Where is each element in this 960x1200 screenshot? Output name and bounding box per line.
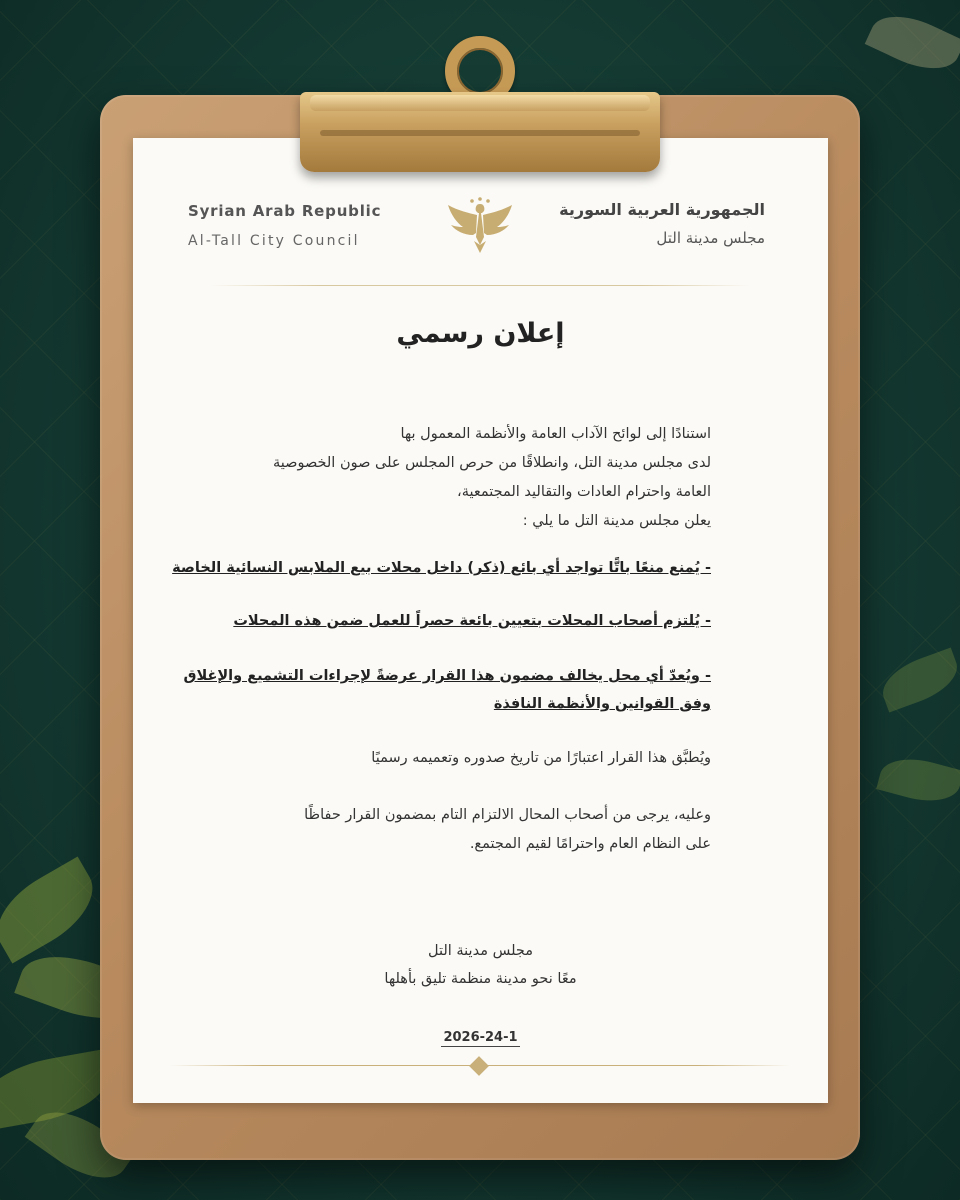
date-value: 2026-24-1 [443,1030,518,1045]
closing-paragraph [155,801,711,859]
intro-paragraph [155,420,711,536]
header-arabic-line1: الجمهورية العربية السورية [559,200,765,219]
intro-line: العامة واحترام العادات والتقاليد المجتمعية، [457,484,711,500]
announcement-title: إعلان رسمي [396,318,565,349]
closing-line: على النظام العام واحترامًا لقيم المجتمع. [469,836,711,852]
decision-item-2 [155,607,711,635]
decision-item-line: - ويُعدّ أي محل يخالف مضمون هذا القرار عرضةً لإجراءات التشميع والإغلاق [183,668,711,684]
intro-line: يعلن مجلس مدينة التل ما يلي : [522,513,711,529]
effective-date-paragraph: ويُطبَّق هذا القرار اعتبارًا من تاريخ صدوره وتعميمه رسميًا [371,750,711,766]
clip-groove [320,130,640,136]
date-label [133,1030,828,1045]
signature-line1: مجلس مدينة التل [428,943,533,959]
signature-line2: معًا نحو مدينة منظمة تليق بأهلها [384,971,577,987]
decision-item-line: - يُمنع منعًا باتًّا تواجد أي بائع (ذكر) داخل محلات بيع الملابس النسائية الخاصة [172,560,711,576]
header-arabic [535,200,765,247]
closing-line: وعليه، يرجى من أصحاب المحال الالتزام التام بمضمون القرار حفاظًا [304,807,711,823]
intro-line: استنادًا إلى لوائح الآداب العامة والأنظمة المعمول بها [400,426,711,442]
decision-item-line: - يُلتزم أصحاب المحلات بتعيين بائعة حصراً للعمل ضمن هذه المحلات [233,613,711,629]
intro-line: لدى مجلس مدينة التل، وانطلاقًا من حرص المجلس على صون الخصوصية [273,455,711,471]
header-arabic-line2: مجلس مدينة التل [656,229,765,247]
header-english [188,202,406,249]
decision-item-3 [155,662,711,718]
header-english-line1: Syrian Arab Republic [188,202,382,220]
clip-highlight [310,95,650,111]
eagle-emblem-icon [445,195,515,255]
header-english-line2: Al-Tall City Council [188,233,360,249]
signature-block [133,937,828,993]
header-divider [210,285,750,286]
decision-item-line: وفق القوانين والأنظمة النافذة [493,696,711,712]
decision-item-1 [155,554,711,582]
